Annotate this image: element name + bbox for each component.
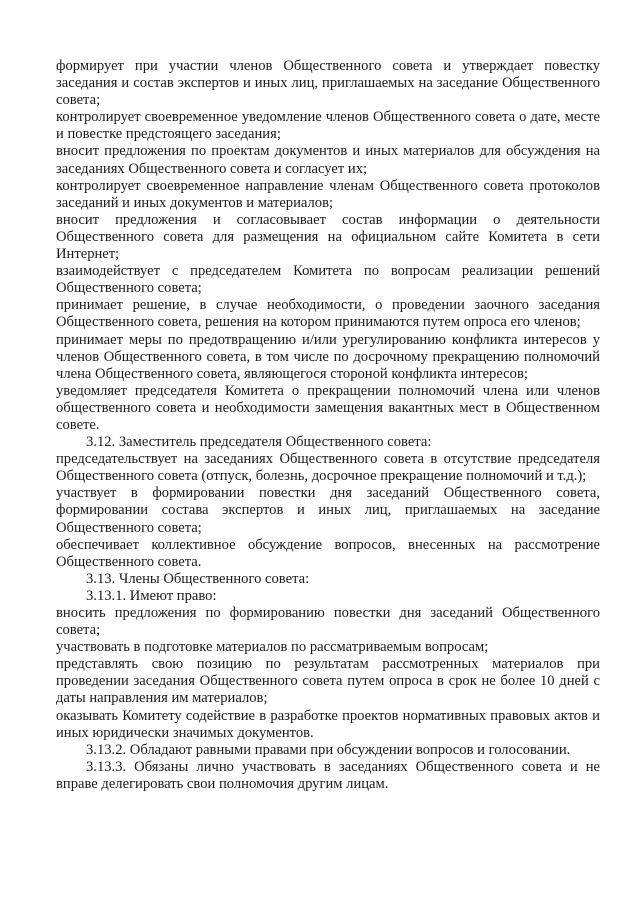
paragraph-12: участвует в формировании повестки дня заседаний Общественного совета, формировании состава экспертов и иных лиц, приглашаемых на заседание Общественного совета; <box>56 485 600 536</box>
paragraph-17: участвовать в подготовке материалов по рассматриваемым вопросам; <box>56 639 489 656</box>
paragraph-11: председательствует на заседаниях Общественного совета в отсутствие председателя Общественного совета (отпуск, болезнь, досрочное прекращение полномочий и т.д.); <box>56 451 600 485</box>
paragraph-6: взаимодействует с председателем Комитета по вопросам реализации решений Общественного совета; <box>56 263 600 297</box>
section-heading-3-12: 3.12. Заместитель председателя Общественного совета: <box>86 434 432 451</box>
paragraph-1: формирует при участии членов Общественного совета и утверждает повестку заседания и состав экспертов и иных лиц, приглашаемых на заседание Общественного совета; <box>56 58 600 109</box>
paragraph-19: оказывать Комитету содействие в разработке проектов нормативных правовых актов и иных юридически значимых документов. <box>56 707 600 741</box>
section-heading-3-13: 3.13. Члены Общественного совета: <box>86 570 310 587</box>
paragraph-3: вносит предложения по проектам документов и иных материалов для обсуждения на заседаниях Общественного совета и согласует их; <box>56 143 600 177</box>
paragraph-13: обеспечивает коллективное обсуждение вопросов, внесенных на рассмотрение Общественного совета. <box>56 536 600 570</box>
paragraph-4: контролирует своевременное направление членам Общественного совета протоколов заседаний и иных документов и материалов; <box>56 177 600 211</box>
paragraph-5: вносит предложения и согласовывает состав информации о деятельности Общественного совета для размещения на официальном сайте Комитета в сети Интернет; <box>56 211 600 263</box>
paragraph-16: вносить предложения по формированию повестки дня заседаний Общественного совета; <box>56 605 600 639</box>
paragraph-18: представлять свою позицию по результатам рассмотренных материалов при проведении заседания Общественного совета путем опроса в срок не более 10 дней с даты направления им материалов; <box>56 656 600 707</box>
paragraph-2: контролирует своевременное уведомление членов Общественного совета о дате, месте и повестке предстоящего заседания; <box>56 109 600 143</box>
paragraph-7: принимает решение, в случае необходимости, о проведении заочного заседания Общественного совета, решения на котором принимаются путем опроса его членов; <box>56 297 600 331</box>
section-3-13-2: 3.13.2. Обладают равными правами при обсуждении вопросов и голосовании. <box>86 741 571 758</box>
section-heading-3-13-1: 3.13.1. Имеют право: <box>86 587 217 604</box>
document-page <box>56 58 600 793</box>
paragraph-8: принимает меры по предотвращению и/или урегулированию конфликта интересов у членов Общественного совета, в том числе по досрочному прекращению полномочий члена Общественного совета, являющегося стороной конфликта интересов; <box>56 331 600 382</box>
section-3-13-3: 3.13.3. Обязаны лично участвовать в заседаниях Общественного совета и не вправе делегировать свои полномочия другим лицам. <box>56 758 600 792</box>
paragraph-9: уведомляет председателя Комитета о прекращении полномочий члена или членов общественного совета и необходимости замещения вакантных мест в Общественном совете. <box>56 382 600 433</box>
